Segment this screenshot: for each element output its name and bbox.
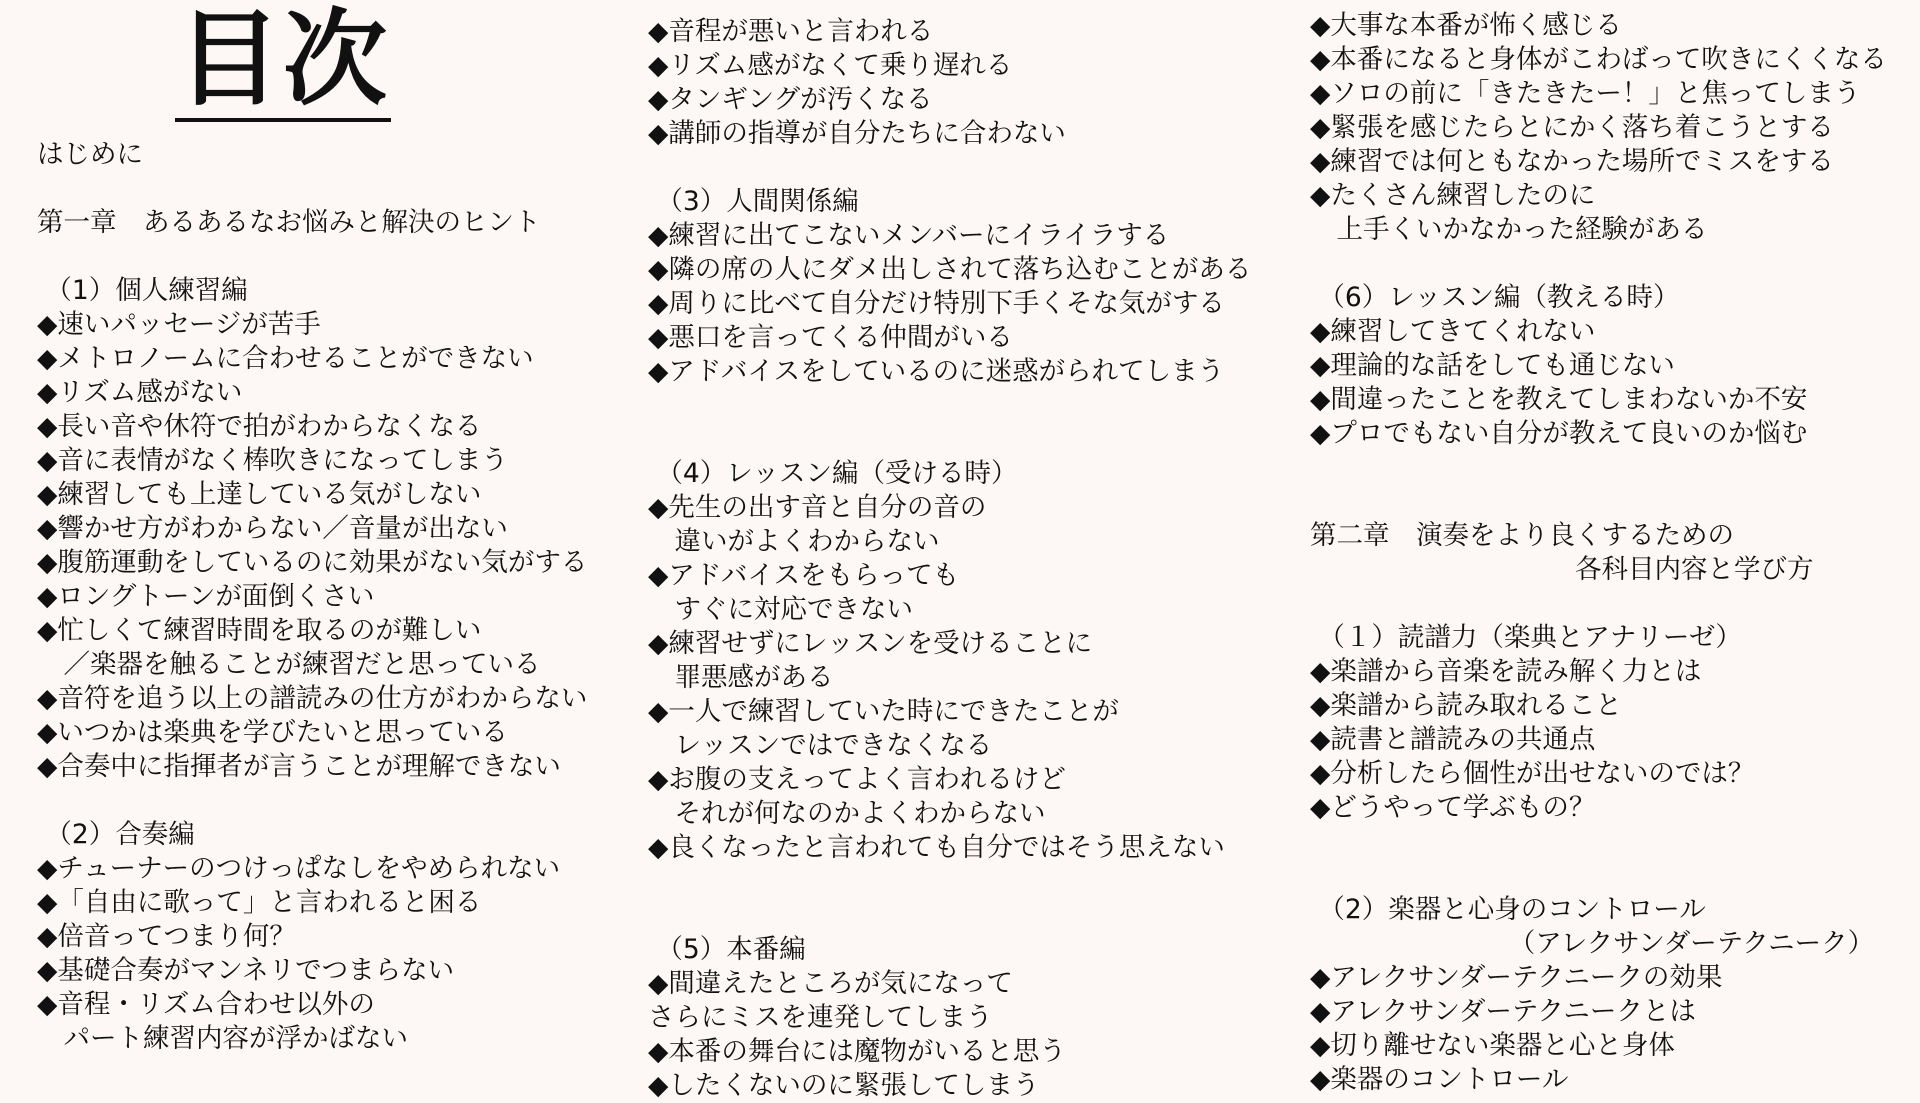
toc-entry: ◆忙しくて練習時間を取るのが難しい — [37, 615, 482, 646]
toc-entry — [1310, 485, 1887, 519]
toc-entry: ◆講師の指導が自分たちに合わない — [648, 118, 1066, 149]
toc-column-2 — [648, 15, 1251, 1103]
toc-entry: ◆良くなったと言われても自分ではそう思えない — [648, 832, 1225, 863]
toc-entry: ◆読書と譜読みの共通点 — [1310, 724, 1596, 755]
toc-entry: 罪悪感がある — [648, 662, 834, 693]
toc-entry: ◆アドバイスをもらっても — [648, 560, 960, 591]
toc-entry: ◆楽譜から読み取れること — [1310, 690, 1622, 721]
toc-entry: ◆ソロの前に「きたきたー！」と焦ってしまう — [1310, 78, 1861, 109]
toc-entry: ◆メトロノームに合わせることができない — [37, 343, 534, 374]
toc-entry: （アレクサンダーテクニーク） — [1310, 928, 1875, 959]
toc-entry — [648, 865, 1251, 899]
toc-entry: ◆先生の出す音と自分の音の — [648, 492, 987, 523]
toc-entry: 各科目内容と学び方 — [1310, 554, 1814, 585]
toc-entry: ◆アレクサンダーテクニークとは — [1310, 996, 1696, 1027]
toc-entry: ◆間違ったことを教えてしまわないか不安 — [1310, 384, 1808, 415]
toc-entry — [648, 423, 1251, 457]
toc-entry: ◆リズム感がなくて乗り遅れる — [648, 50, 1013, 81]
toc-entry: ◆基礎合奏がマンネリでつまらない — [37, 955, 455, 986]
toc-entry: ◆長い音や休符で拍がわからなくなる — [37, 411, 482, 442]
toc-entry: ◆分析したら個性が出せないのでは？ — [1310, 758, 1755, 789]
toc-column-1 — [37, 138, 587, 1056]
toc-entry: ◆アドバイスをしているのに迷惑がられてしまう — [648, 356, 1225, 387]
toc-entry: ◆練習しても上達している気がしない — [37, 479, 482, 510]
toc-entry: それが何なのかよくわからない — [648, 798, 1046, 829]
toc-entry: ◆したくないのに緊張してしまう — [648, 1070, 1040, 1101]
toc-entry — [1310, 825, 1887, 859]
toc-entry: ◆大事な本番が怖く感じる — [1310, 10, 1622, 41]
toc-entry: （１）読譜力（楽典とアナリーゼ） — [1310, 622, 1742, 653]
toc-entry: 第一章 あるあるなお悩みと解決のヒント — [37, 207, 541, 238]
toc-entry: （6）レッスン編（教える時） — [1310, 282, 1680, 313]
toc-entry: ◆練習してきてくれない — [1310, 316, 1596, 347]
toc-entry: ◆どうやって学ぶもの？ — [1310, 792, 1596, 823]
toc-entry: すぐに対応できない — [648, 594, 913, 625]
toc-entry: ◆本番の舞台には魔物がいると思う — [648, 1036, 1066, 1067]
toc-entry: ◆間違えたところが気になって — [648, 968, 1013, 999]
toc-entry: （2）楽器と心身のコントロール — [1310, 894, 1706, 925]
toc-entry: ◆周りに比べて自分だけ特別下手くそな気がする — [648, 288, 1225, 319]
toc-entry: さらにミスを連発してしまう — [648, 1002, 993, 1033]
toc-entry: ◆隣の席の人にダメ出しされて落ち込むことがある — [648, 254, 1252, 285]
toc-entry: ◆音程が悪いと言われる — [648, 16, 934, 47]
page-title: 目次 — [177, 0, 390, 120]
toc-entry: ◆響かせ方がわからない／音量が出ない — [37, 513, 508, 544]
toc-entry: ◆楽譜から音楽を読み解く力とは — [1310, 656, 1702, 687]
toc-entry: ◆練習に出てこないメンバーにイライラする — [648, 220, 1170, 251]
toc-entry: ◆本番になると身体がこわばって吹きにくくなる — [1310, 44, 1887, 75]
toc-entry: ◆速いパッセージが苦手 — [37, 309, 321, 340]
toc-entry — [1310, 587, 1887, 621]
toc-entry: ◆倍音ってつまり何？ — [37, 921, 296, 952]
toc-entry: ◆お腹の支えってよく言われるけど — [648, 764, 1066, 795]
toc-entry — [648, 899, 1251, 933]
toc-entry: ◆悪口を言ってくる仲間がいる — [648, 322, 1013, 353]
toc-entry — [1310, 859, 1887, 893]
toc-entry: ◆切り離せない楽器と心と身体 — [1310, 1030, 1675, 1061]
toc-entry: （5）本番編 — [648, 934, 806, 965]
toc-entry: ◆チューナーのつけっぱなしをやめられない — [37, 853, 561, 884]
toc-entry: ◆緊張を感じたらとにかく落ち着こうとする — [1310, 112, 1834, 143]
toc-entry: レッスンではできなくなる — [648, 730, 993, 761]
toc-entry — [648, 151, 1251, 185]
toc-entry: ◆理論的な話をしても通じない — [1310, 350, 1675, 381]
toc-entry: （3）人間関係編 — [648, 186, 859, 217]
toc-entry: 違いがよくわからない — [648, 526, 940, 557]
toc-entry — [37, 784, 587, 818]
toc-entry: ◆アレクサンダーテクニークの効果 — [1310, 962, 1723, 993]
toc-entry — [1310, 451, 1887, 485]
toc-entry: ◆練習では何ともなかった場所でミスをする — [1310, 146, 1834, 177]
toc-column-3 — [1310, 9, 1887, 1097]
toc-entry: ◆プロでもない自分が教えて良いのか悩む — [1310, 418, 1808, 449]
toc-entry — [37, 172, 587, 206]
toc-entry: （2）合奏編 — [37, 819, 195, 850]
toc-entry — [648, 389, 1251, 423]
toc-entry — [1310, 247, 1887, 281]
toc-entry: 第二章 演奏をより良くするための — [1310, 520, 1734, 551]
toc-entry: ◆たくさん練習したのに — [1310, 180, 1596, 211]
toc-entry: （4）レッスン編（受ける時） — [648, 458, 1018, 489]
toc-entry: パート練習内容が浮かばない — [37, 1023, 408, 1054]
toc-entry: 上手くいかなかった経験がある — [1310, 214, 1708, 245]
toc-entry: ／楽器を触ることが練習だと思っている — [37, 649, 541, 680]
toc-entry: ◆リズム感がない — [37, 377, 243, 408]
toc-entry: ◆楽器のコントロール — [1310, 1064, 1569, 1095]
toc-entry: ◆「自由に歌って」と言われると困る — [37, 887, 482, 918]
toc-entry: ◆腹筋運動をしているのに効果がない気がする — [37, 547, 588, 578]
toc-entry: ◆ロングトーンが面倒くさい — [37, 581, 375, 612]
toc-entry: はじめに — [37, 139, 143, 170]
toc-entry: ◆練習せずにレッスンを受けることに — [648, 628, 1093, 659]
toc-entry — [37, 240, 587, 274]
toc-entry: ◆タンギングが汚くなる — [648, 84, 933, 115]
toc-entry: ◆いつかは楽典を学びたいと思っている — [37, 717, 508, 748]
toc-entry: ◆音程・リズム合わせ以外の — [37, 989, 375, 1020]
toc-entry: ◆音に表情がなく棒吹きになってしまう — [37, 445, 508, 476]
toc-entry: （1）個人練習編 — [37, 275, 248, 306]
toc-entry: ◆音符を追う以上の譜読みの仕方がわからない — [37, 683, 588, 714]
toc-entry: ◆合奏中に指揮者が言うことが理解できない — [37, 751, 561, 782]
toc-entry: ◆一人で練習していた時にできたことが — [648, 696, 1119, 727]
